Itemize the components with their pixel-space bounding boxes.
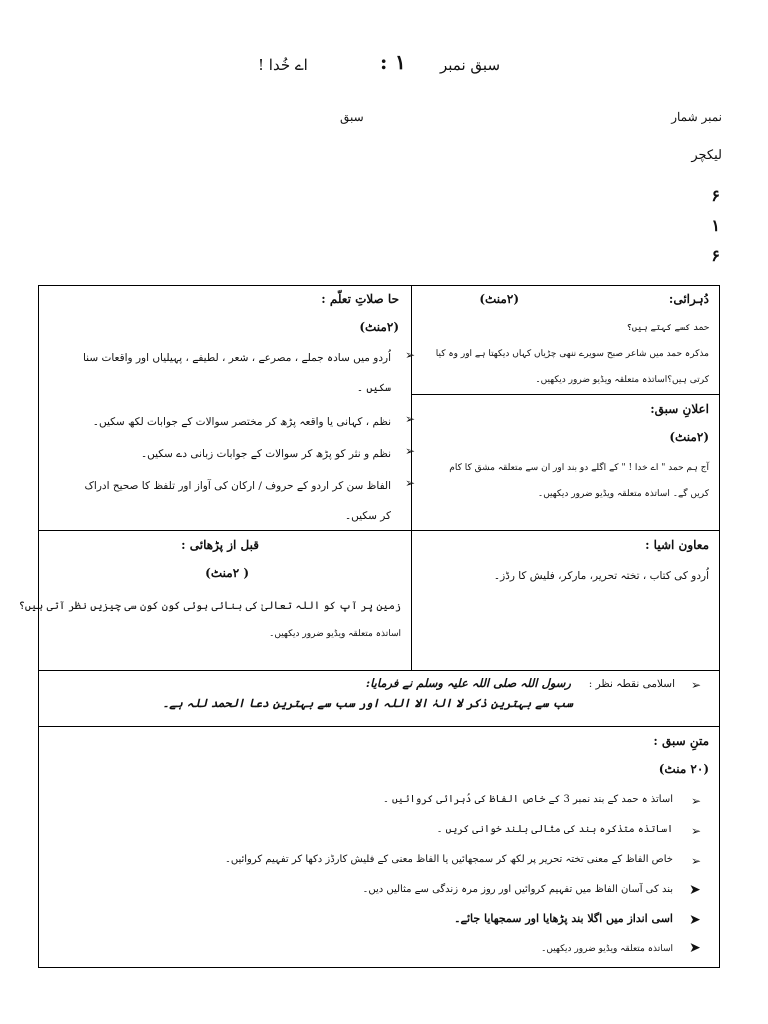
lesson-text-item-4: بند کی آسان الفاظ میں تفہیم کروائیں اور روز مرہ زندگی سے مثالیں دیں۔ [362,884,673,895]
aids-line: اُردو کی کتاب ، تختہ تحریر، مارکر، فلیش کا رڈز۔ [493,570,709,582]
arrow-bullet-icon: ➢ [405,476,416,490]
outcome-item-1-cont: سکیں ۔ [356,382,391,394]
meta-number-1: ۶ [711,186,720,205]
arrow-bullet-icon: ➢ [691,678,702,692]
outcome-item-4-cont: کر سکیں۔ [344,510,391,522]
islamic-label: اسلامی نقطہ نظر : [588,678,675,690]
arrow-bullet-icon: ➢ [691,794,702,808]
revision-duration: (۲منٹ) [479,292,519,306]
lecture-label: لیکچر [691,148,722,163]
outcome-item-4: الفاظ سن کر اردو کے حروف / ارکان کی آواز اور تلفظ کا صحیح ادراک [84,480,391,492]
revision-title: دُہرائی: [668,292,709,306]
revision-line-3: کرتی ہیں؟اساتذہ متعلقہ ویڈیو ضرور دیکھیں۔ [535,375,709,385]
outcomes-title: حا صلاتِ تعلّم : [321,292,399,306]
row-divider [39,726,719,727]
lesson-colon: : [380,50,388,74]
lesson-text-duration: (۲۰ منٹ) [658,762,709,776]
outcomes-duration: (۲منٹ) [359,320,399,334]
lesson-text-item-1: اساتذ ہ حمد کے بند نمبر 3 کے خاص الفاظ کی دُہرائی کروائیں ۔ [383,794,673,805]
islamic-line-2: سب سے بہترین ذکر لا الہٰ الا اللہ اور سب سے بہترین دعا الحمد للہ ہے۔ [162,696,573,710]
meta-number-2: ۱ [711,216,720,235]
row-divider [39,670,719,671]
subject-label: سبق [340,110,364,124]
announcement-line-1: آج ہم حمد " اے خدا ! " کے اگلے دو بند اور ان سے متعلقہ مشق کا کام [449,463,709,473]
row-divider [39,530,719,531]
arrow-bullet-icon: ➤ [689,912,701,928]
lesson-title: اے خُدا ! [258,56,308,74]
lesson-text-item-2: اساتذہ متذکرہ بند کی مثالی بلند خوانی کریں ۔ [436,824,673,835]
arrow-bullet-icon: ➢ [405,444,416,458]
lesson-number: ۱ [395,50,406,74]
islamic-line-1: رسول اللہ صلی اللہ علیہ وسلم نے فرمایا: [365,676,571,690]
revision-line-2: مذکرہ حمد میں شاعر صبح سویرے ننھی چڑیاں کہاں دیکھتا ہے اور وہ کیا [435,349,709,359]
arrow-bullet-icon: ➤ [689,882,701,898]
pre-reading-title: قبل از پڑھائی : [181,538,259,552]
outcome-item-3: نظم و نثر کو پڑھ کر سوالات کے جوابات زبانی دے سکیں۔ [140,448,391,460]
row-divider [411,394,719,395]
arrow-bullet-icon: ➢ [405,412,416,426]
serial-number-label: نمبر شمار [671,110,722,124]
arrow-bullet-icon: ➢ [691,824,702,838]
lesson-header [0,50,768,80]
outcome-item-1: اُردو میں سادہ جملے ، مصرعے ، شعر ، لطیفے ، پہیلیاں اور واقعات سنا [82,352,391,364]
lesson-text-item-6: اساتذہ متعلقہ ویڈیو ضرور دیکھیں۔ [541,944,673,954]
arrow-bullet-icon: ➤ [689,940,701,956]
announcement-duration: (۲منٹ) [669,430,709,444]
lesson-text-item-5: اسی انداز میں اگلا بند پڑھایا اور سمجھایا جائے۔ [454,912,673,925]
lesson-plan-table [18,285,720,968]
lesson-number-label: سبق نمبر [440,56,501,74]
pre-reading-line-1: زمین پر آپ کو اللہ تعالیٰ کی بنائی ہوئی کون کون سی چیزیں نظر آتی ہیں؟ [18,600,401,612]
pre-reading-line-2: اساتذہ متعلقہ ویڈیو ضرور دیکھیں۔ [269,629,401,639]
arrow-bullet-icon: ➢ [691,854,702,868]
meta-number-3: ۶ [711,246,720,265]
lesson-text-item-3: خاص الفاظ کے معنی تختہ تحریر پر لکھ کر سمجھائیں یا الفاظ معنی کے فلیش کارڈز دکھا کر تفہیم کروائیں۔ [225,854,673,865]
announcement-title: اعلانِ سبق: [650,402,709,416]
lesson-text-title: متنِ سبق : [653,734,709,748]
pre-reading-duration: ( ۲منٹ) [205,566,249,580]
arrow-bullet-icon: ➢ [405,348,416,362]
announcement-line-2: کریں گے۔ اساتذہ متعلقہ ویڈیو ضرور دیکھیں۔ [537,489,709,499]
outcome-item-2: نظم ، کہانی یا واقعہ پڑھ کر مختصر سوالات کے جوابات لکھ سکیں۔ [92,416,391,428]
aids-title: معاون اشیا : [645,538,709,552]
revision-line-1: حمد کسے کہتے ہیں؟ [626,323,709,333]
